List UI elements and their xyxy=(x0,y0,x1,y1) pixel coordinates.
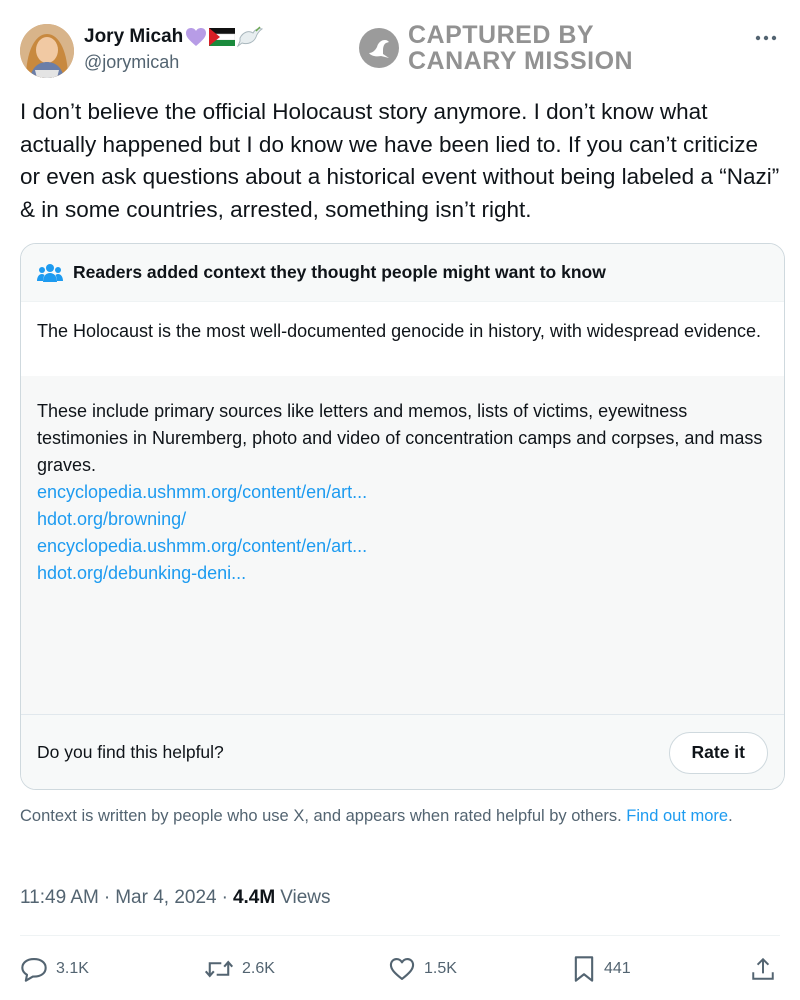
more-options-button[interactable] xyxy=(752,26,780,50)
display-name[interactable]: Jory Micah xyxy=(84,26,184,47)
context-explanation xyxy=(20,805,770,827)
community-note-header-label: Readers added context they thought people might want to know xyxy=(73,262,606,282)
tweet-date[interactable]: Mar 4, 2024 xyxy=(115,887,217,908)
note-footer xyxy=(21,714,784,790)
bookmark-button[interactable] xyxy=(572,950,631,988)
dove-icon xyxy=(237,26,263,48)
display-name-row[interactable] xyxy=(84,26,263,48)
purple-heart-icon xyxy=(185,27,207,47)
find-out-more-link[interactable]: Find out more xyxy=(626,807,729,825)
reply-icon xyxy=(20,955,48,983)
views-label: Views xyxy=(280,887,331,908)
community-note-card xyxy=(20,243,785,790)
note-details-block xyxy=(21,376,784,587)
context-period: . xyxy=(728,807,733,825)
people-icon xyxy=(37,263,63,283)
community-note-header[interactable] xyxy=(21,244,784,302)
reply-button[interactable] xyxy=(20,950,89,988)
rate-it-button[interactable]: Rate it xyxy=(669,732,768,774)
tweet-text: I don’t believe the official Holocaust story anymore. I don’t know what actually happened but I do know we have been lied to. If you can’t criticize or even ask questions about a historical event without being labeled a “Nazi” & in some countries, arrested, something isn’t right. xyxy=(20,99,780,222)
canary-bird-icon xyxy=(358,27,400,69)
name-badges xyxy=(185,26,263,48)
user-info xyxy=(84,26,263,73)
meta-separator: · xyxy=(221,887,228,908)
repost-button[interactable] xyxy=(204,950,275,988)
action-bar xyxy=(20,950,780,988)
more-horizontal-icon xyxy=(755,35,777,41)
share-icon xyxy=(750,955,776,983)
note-link-4[interactable]: hdot.org/debunking-deni... xyxy=(37,563,247,583)
watermark-text xyxy=(408,22,633,74)
note-summary: The Holocaust is the most well-documented genocide in history, with widespread evidence. xyxy=(21,302,784,376)
repost-count: 2.6K xyxy=(242,960,275,977)
timestamp-row xyxy=(20,887,331,909)
handle[interactable]: @jorymicah xyxy=(84,52,180,72)
canary-mission-watermark xyxy=(358,22,633,74)
divider xyxy=(20,935,780,936)
tweet-time[interactable]: 11:49 AM xyxy=(20,887,99,908)
views-count: 4.4M xyxy=(232,887,276,908)
note-details: These include primary sources like letters and memos, lists of victims, eyewitness testimonies in Nuremberg, photo and video of concentration camps and corpses, and mass graves. xyxy=(37,401,763,475)
share-button[interactable] xyxy=(750,950,784,988)
like-count: 1.5K xyxy=(424,960,457,977)
repost-icon xyxy=(204,955,234,983)
context-explanation-text: Context is written by people who use X, and appears when rated helpful by others. xyxy=(20,807,627,825)
bookmark-icon xyxy=(572,955,596,983)
meta-separator: · xyxy=(103,887,111,908)
watermark-line1: CAPTURED BY xyxy=(408,21,595,49)
reply-count: 3.1K xyxy=(56,960,89,977)
like-button[interactable] xyxy=(388,950,457,988)
tweet-header xyxy=(20,22,780,82)
community-note-body xyxy=(21,302,784,714)
note-link-1[interactable]: encyclopedia.ushmm.org/content/en/art... xyxy=(37,482,368,502)
heart-icon xyxy=(388,955,416,983)
avatar[interactable] xyxy=(20,24,74,78)
palestine-flag-icon xyxy=(209,28,235,46)
watermark-line2: CANARY MISSION xyxy=(408,47,634,75)
bookmark-count: 441 xyxy=(604,960,631,977)
note-link-3[interactable]: encyclopedia.ushmm.org/content/en/art... xyxy=(37,536,368,556)
helpful-question: Do you find this helpful? xyxy=(37,742,224,762)
note-link-2[interactable]: hdot.org/browning/ xyxy=(37,509,187,529)
